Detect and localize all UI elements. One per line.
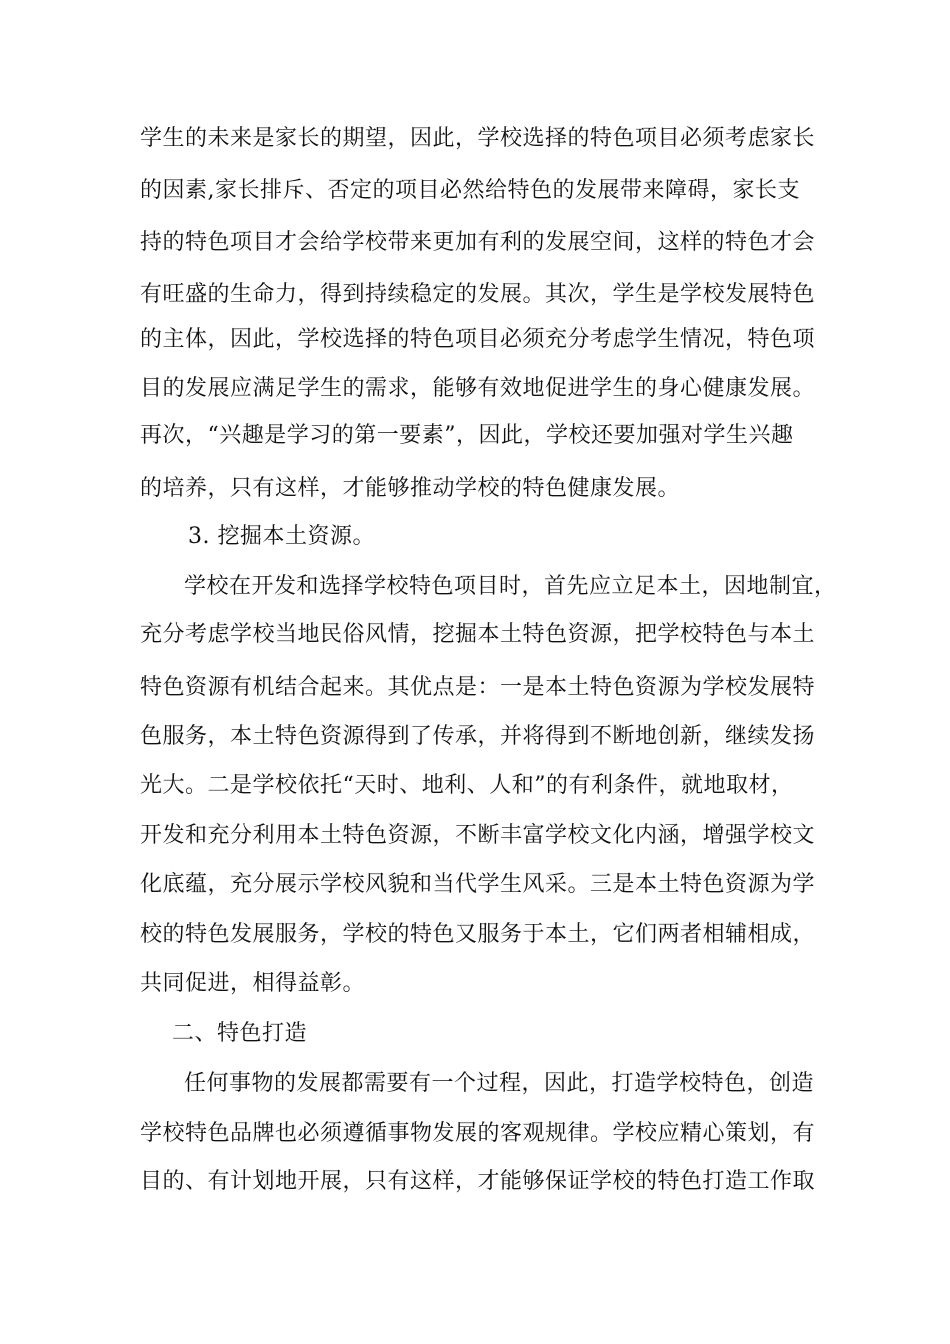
- paragraph-first-line: 学校在开发和选择学校特色项目时，首先应立足本土，因地制宜，: [184, 574, 837, 599]
- text-line: 学生的未来是家长的期望，因此，学校选择的特色项目必须考虑家长: [140, 126, 816, 151]
- text-line: 再次，“兴趣是学习的第一要素”，因此，学校还要加强对学生兴趣: [140, 423, 794, 448]
- text-line: 的因素,家长排斥、否定的项目必然给特色的发展带来障碍，家长支: [140, 178, 800, 203]
- section-heading: 二、特色打造: [172, 1021, 308, 1046]
- text-line: 学校特色品牌也必须遵循事物发展的客观规律。学校应精心策划，有: [140, 1121, 816, 1146]
- text-line: 化底蕴，充分展示学校风貌和当代学生风采。三是本土特色资源为学: [140, 872, 816, 897]
- text-line: 持的特色项目才会给学校带来更加有利的发展空间，这样的特色才会: [140, 230, 816, 255]
- text-line: 校的特色发展服务，学校的特色又服务于本土，它们两者相辅相成，: [140, 922, 816, 947]
- text-line: 目的发展应满足学生的需求，能够有效地促进学生的身心健康发展。: [140, 376, 816, 401]
- text-line: 的培养，只有这样，才能够推动学校的特色健康发展。: [140, 476, 681, 501]
- text-line: 充分考虑学校当地民俗风情，挖掘本土特色资源，把学校特色与本土: [140, 622, 816, 647]
- text-line: 色服务，本土特色资源得到了传承，并将得到不断地创新，继续发扬: [140, 724, 816, 749]
- text-line: 光大。二是学校依托“天时、地利、人和”的有利条件，就地取材，: [140, 773, 794, 798]
- text-line: 特色资源有机结合起来。其优点是：一是本土特色资源为学校发展特: [140, 675, 816, 700]
- text-line: 共同促进，相得益彰。: [140, 971, 366, 996]
- text-line: 目的、有计划地开展，只有这样，才能够保证学校的特色打造工作取: [140, 1169, 816, 1194]
- text-line: 的主体，因此，学校选择的特色项目必须充分考虑学生情况，特色项: [140, 327, 816, 352]
- paragraph-first-line: 任何事物的发展都需要有一个过程，因此，打造学校特色，创造: [184, 1071, 815, 1096]
- text-line: 开发和充分利用本土特色资源，不断丰富学校文化内涵，增强学校文: [140, 823, 816, 848]
- text-line: 有旺盛的生命力，得到持续稳定的发展。其次，学生是学校发展特色: [140, 282, 816, 307]
- section-heading: 3. 挖掘本土资源。: [188, 524, 375, 549]
